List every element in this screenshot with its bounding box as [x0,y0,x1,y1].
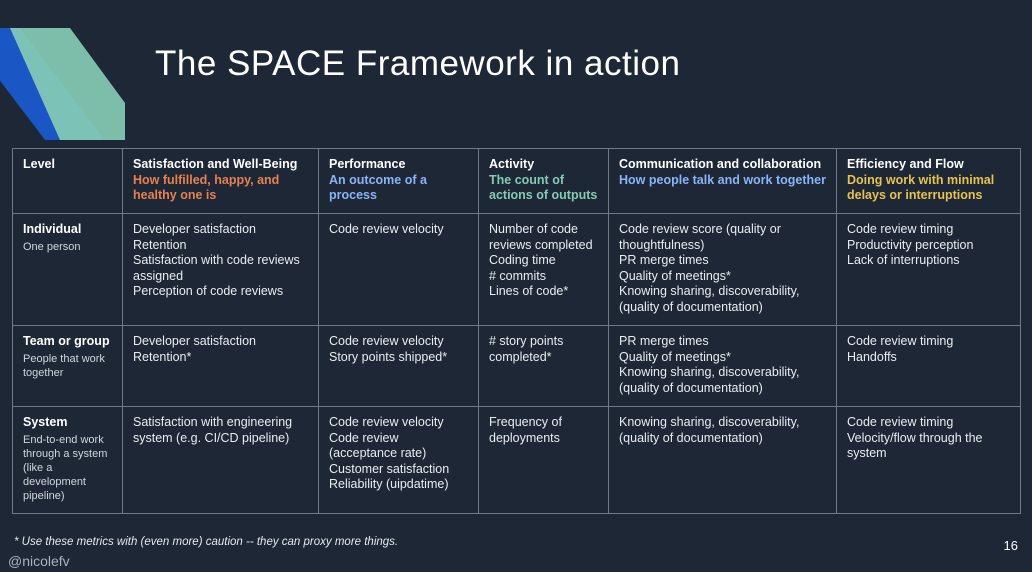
cell-satisfaction [123,326,319,407]
table-row [13,214,1021,326]
metric-line: Quality of meetings* [619,349,731,364]
cell-performance [319,326,479,407]
column-header-title: Performance [329,157,406,171]
table-header-row [13,149,1021,214]
metric-line: Knowing sharing, discoverability, (quality of documentation) [619,284,800,314]
metric-line: Story points shipped* [329,349,448,364]
metric-line: PR merge times [619,334,709,348]
author-handle: @nicolefv [8,553,70,569]
row-level-cell [13,214,123,326]
metric-line: Satisfaction with code reviews assigned [133,253,300,283]
metric-line: PR merge times [619,253,709,267]
table-row [13,326,1021,407]
column-header-level [13,149,123,214]
cell-efficiency [837,214,1021,326]
column-header-title: Communication and collaboration [619,157,822,171]
footnote: * Use these metrics with (even more) caution -- they can proxy more things. [14,536,399,548]
row-level-description: People that work together [23,352,105,379]
metric-line: Quality of meetings* [619,268,731,283]
cell-satisfaction [123,214,319,326]
metric-line: Reliability (uipdatime) [329,477,449,491]
table-body [13,214,1021,514]
cell-activity: # story points completed* [479,326,609,407]
cell-activity [479,214,609,326]
metric-line: Productivity perception [847,237,974,252]
cell-communication [609,326,837,407]
metric-line: Code review velocity [329,334,444,348]
column-header-subtitle: How fulfilled, happy, and healthy one is [133,173,280,202]
cell-efficiency [837,326,1021,407]
cell-communication [609,214,837,326]
table-row [13,407,1021,514]
metric-line: Developer satisfaction [133,334,256,348]
cell-communication: Knowing sharing, discoverability, (quality of documentation) [609,407,837,514]
metric-line: Velocity/flow through the system [847,430,983,460]
column-header-efficiency [837,149,1021,214]
column-header-subtitle: How people talk and work together [619,173,826,187]
row-level-cell [13,326,123,407]
column-header-communication [609,149,837,214]
metric-line: Lines of code* [489,284,569,298]
row-level-name: Team or group [23,334,110,348]
metric-line: Code review velocity [329,415,444,429]
table-head [13,149,1021,214]
row-level-name: System [23,415,68,429]
metric-line: Code review timing [847,222,954,236]
metric-line: Code review timing [847,415,954,429]
column-header-subtitle: The count of actions of outputs [489,173,598,202]
column-header-title: Satisfaction and Well-Being [133,157,298,171]
column-header-performance [319,149,479,214]
row-level-description: One person [23,240,81,253]
metric-line: Coding time [489,253,556,267]
cell-activity: Frequency of deployments [479,407,609,514]
metric-line: Lack of interruptions [847,253,960,267]
metric-line: Retention* [133,349,192,364]
column-header-subtitle: Doing work with minimal delays or interruptions [847,173,995,202]
metric-line: Retention [133,237,187,252]
metric-line: Customer satisfaction [329,461,450,476]
row-level-description: End-to-end work through a system (like a development pipeline) [23,433,108,502]
column-header-title: Level [23,157,55,171]
page-number: 16 [1003,538,1018,553]
metric-line: Developer satisfaction [133,222,256,236]
space-framework-table [12,148,1021,514]
metric-line: Code review timing [847,334,954,348]
column-header-subtitle: An outcome of a process [329,173,427,202]
row-level-cell [13,407,123,514]
metric-line: Code review (acceptance rate) [329,430,427,460]
cell-efficiency [837,407,1021,514]
cell-satisfaction: Satisfaction with engineering system (e.g. CI/CD pipeline) [123,407,319,514]
column-header-satisfaction [123,149,319,214]
brand-chevron-logo [0,28,125,140]
column-header-title: Efficiency and Flow [847,157,964,171]
metric-line: Handoffs [847,349,897,364]
metric-line: Perception of code reviews [133,284,284,298]
column-header-activity [479,149,609,214]
column-header-title: Activity [489,157,535,171]
metric-line: # commits [489,268,546,283]
cell-performance: Code review velocity [319,214,479,326]
row-level-name: Individual [23,222,82,236]
metric-line: Code review score (quality or thoughtfulness) [619,222,781,252]
metric-line: Knowing sharing, discoverability, (quality of documentation) [619,365,800,395]
page-title: The SPACE Framework in action [155,44,681,83]
cell-performance [319,407,479,514]
metric-line: Number of code reviews completed [489,222,593,252]
